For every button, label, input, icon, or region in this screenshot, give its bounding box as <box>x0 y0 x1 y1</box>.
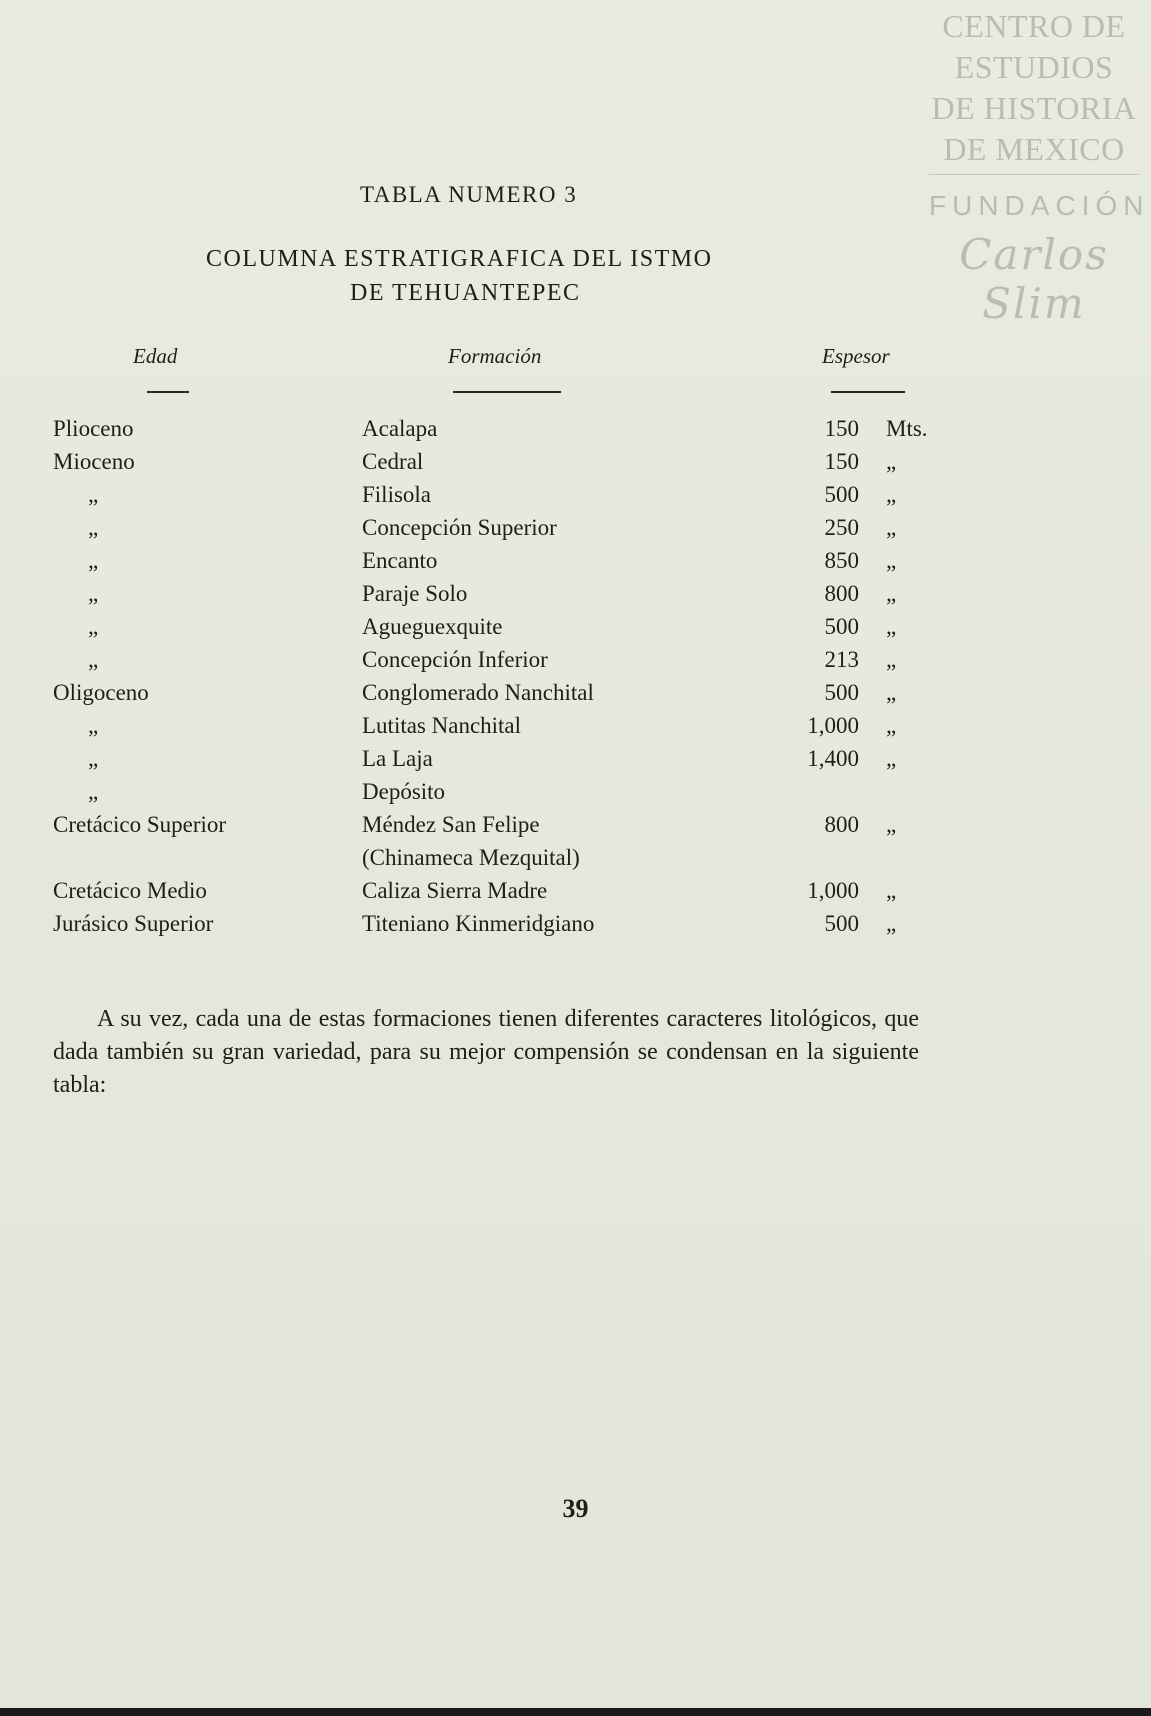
cell-edad: „ <box>88 482 99 507</box>
cell-unit: „ <box>886 878 897 903</box>
table-row <box>0 577 1151 610</box>
table-row <box>0 544 1151 577</box>
cell-espesor: 500 <box>824 680 859 705</box>
cell-espesor: 850 <box>824 548 859 573</box>
table-row <box>0 841 1151 874</box>
cell-formacion: Lutitas Nanchital <box>362 713 522 738</box>
cell-formacion: Paraje Solo <box>362 581 468 606</box>
table-row <box>0 874 1151 907</box>
cell-edad: Mioceno <box>53 449 135 474</box>
table-row <box>0 808 1151 841</box>
watermark-line: DE MEXICO <box>943 131 1125 167</box>
watermark-line: ESTUDIOS <box>954 49 1114 85</box>
column-header-espesor: Espesor <box>822 344 890 368</box>
cell-unit: „ <box>886 812 897 837</box>
cell-unit: „ <box>886 911 897 936</box>
cell-unit: „ <box>886 746 897 771</box>
header-underline <box>147 391 189 393</box>
cell-edad: „ <box>88 779 99 804</box>
cell-edad: Jurásico Superior <box>53 911 214 936</box>
cell-edad: „ <box>88 581 99 606</box>
cell-espesor: 250 <box>824 515 859 540</box>
cell-formacion: Méndez San Felipe <box>362 812 540 837</box>
column-header-formacion: Formación <box>448 344 542 368</box>
cell-espesor: 1,400 <box>807 746 859 771</box>
table-subtitle-line1: COLUMNA ESTRATIGRAFICA DEL ISTMO <box>206 246 713 272</box>
stratigraphic-table-body <box>0 412 1151 940</box>
table-row <box>0 742 1151 775</box>
cell-espesor: 500 <box>824 911 859 936</box>
cell-edad: Oligoceno <box>53 680 149 705</box>
watermark-line: CENTRO DE <box>942 8 1126 44</box>
cell-formacion: Concepción Superior <box>362 515 557 540</box>
table-row <box>0 709 1151 742</box>
watermark-foundation: FUNDACIÓN <box>929 190 1150 221</box>
cell-formacion: Encanto <box>362 548 438 573</box>
cell-unit: Mts. <box>886 416 928 441</box>
cell-espesor: 1,000 <box>807 713 859 738</box>
cell-formacion: Concepción Inferior <box>362 647 548 672</box>
cell-unit: „ <box>886 449 897 474</box>
cell-espesor: 800 <box>824 581 859 606</box>
cell-formacion: La Laja <box>362 746 433 771</box>
table-row <box>0 478 1151 511</box>
cell-edad: Plioceno <box>53 416 134 441</box>
table-row <box>0 907 1151 940</box>
cell-edad: Cretácico Superior <box>53 812 227 837</box>
cell-unit: „ <box>886 482 897 507</box>
cell-unit: „ <box>886 581 897 606</box>
cell-formacion: Conglomerado Nanchital <box>362 680 594 705</box>
cell-espesor: 213 <box>824 647 859 672</box>
paragraph-text: A su vez, cada una de estas formaciones tienen diferentes caracteres litológicos, que dada también su gran variedad, para su mejor compensión se condensan en la siguiente tabla: <box>53 1006 919 1098</box>
cell-espesor: 800 <box>824 812 859 837</box>
cell-edad: „ <box>88 515 99 540</box>
table-subtitle-line2: DE TEHUANTEPEC <box>350 280 581 306</box>
cell-formacion: Titeniano Kinmeridgiano <box>362 911 595 936</box>
cell-espesor: 150 <box>824 449 859 474</box>
cell-edad: Cretácico Medio <box>53 878 207 903</box>
cell-unit: „ <box>886 713 897 738</box>
cell-unit: „ <box>886 548 897 573</box>
table-row <box>0 643 1151 676</box>
watermark-divider <box>929 174 1139 175</box>
cell-formacion: (Chinameca Mezquital) <box>362 845 580 870</box>
watermark-line: DE HISTORIA <box>931 90 1137 126</box>
cell-edad: „ <box>88 614 99 639</box>
header-underline <box>831 391 905 393</box>
table-row <box>0 511 1151 544</box>
cell-espesor: 150 <box>824 416 859 441</box>
archive-watermark <box>929 6 1150 328</box>
cell-formacion: Acalapa <box>362 416 438 441</box>
page-number: 39 <box>562 1494 589 1523</box>
body-paragraph <box>53 1003 919 1102</box>
cell-espesor: 500 <box>824 614 859 639</box>
cell-formacion: Depósito <box>362 779 446 804</box>
cell-formacion: Filisola <box>362 482 432 507</box>
cell-formacion: Cedral <box>362 449 424 474</box>
table-row <box>0 412 1151 445</box>
cell-formacion: Agueguexquite <box>362 614 503 639</box>
scan-bottom-edge <box>0 1708 1151 1716</box>
cell-formacion: Caliza Sierra Madre <box>362 878 548 903</box>
table-row <box>0 610 1151 643</box>
cell-unit: „ <box>886 515 897 540</box>
table-row <box>0 676 1151 709</box>
header-underline <box>453 391 561 393</box>
cell-unit: „ <box>886 647 897 672</box>
column-header-edad: Edad <box>133 344 178 368</box>
cell-espesor: 1,000 <box>807 878 859 903</box>
table-row <box>0 775 1151 808</box>
cell-espesor: 500 <box>824 482 859 507</box>
table-number-title: TABLA NUMERO 3 <box>360 182 578 207</box>
watermark-signature: Carlos Slim <box>959 230 1109 328</box>
table-row <box>0 445 1151 478</box>
cell-unit: „ <box>886 614 897 639</box>
cell-edad: „ <box>88 647 99 672</box>
cell-edad: „ <box>88 548 99 573</box>
cell-edad: „ <box>88 746 99 771</box>
cell-edad: „ <box>88 713 99 738</box>
cell-unit: „ <box>886 680 897 705</box>
